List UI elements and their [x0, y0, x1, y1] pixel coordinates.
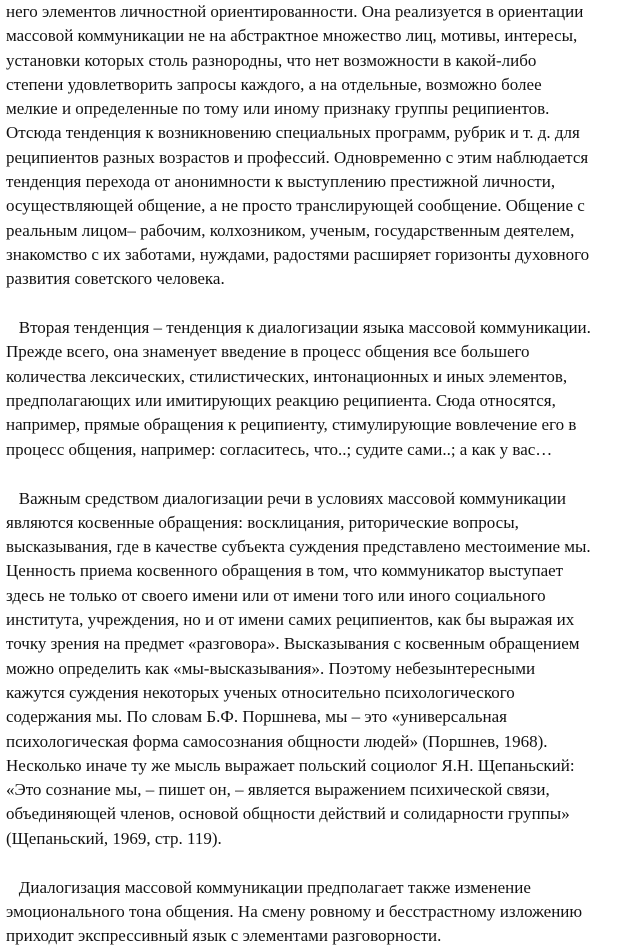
- text-line: развития советского человека.: [6, 269, 225, 289]
- text-line: высказывания, где в качестве субъекта суждения представлено местоимение мы.: [6, 537, 591, 557]
- text-line: Ценность приема косвенного обращения в том, что коммуникатор выступает: [6, 561, 564, 581]
- text-line: психологическая форма самосознания общности людей» (Поршнев, 1968).: [6, 731, 548, 751]
- paragraph-spacer: [6, 851, 620, 876]
- text-line: количества лексических, стилистических, интонационных и иных элементов,: [6, 366, 568, 386]
- text-line: (Щепаньский, 1969, стр. 119).: [6, 828, 222, 848]
- text-line: можно определить как «мы-высказывания». Поэтому небезынтересными: [6, 658, 536, 678]
- text-line: содержания мы. По словам Б.Ф. Поршнева, мы – это «универсальная: [6, 707, 507, 727]
- text-line: здесь не только от своего имени или от имени того или иного социального: [6, 585, 546, 605]
- text-line: являются косвенные обращения: восклицания, риторические вопросы,: [6, 512, 519, 532]
- text-line: тенденция перехода от анонимности к выступлению престижной личности,: [6, 172, 556, 192]
- text-line: массовой коммуникации не на абстрактное множество лиц, мотивы, интересы,: [6, 26, 578, 46]
- text-line: осуществляющей общение, а не просто транслирующей сообщение. Общение с: [6, 196, 585, 216]
- text-line: степени удовлетворить запросы каждого, а на отдельные, возможно более: [6, 74, 542, 94]
- text-line: реципиентов разных возрастов и профессий. Одновременно с этим наблюдается: [6, 147, 589, 167]
- text-line: объединяющей членов, основой общности действий и солидарности группы»: [6, 804, 570, 824]
- text-line: процесс общения, например: согласитесь, что..; судите сами..; а как у вас…: [6, 439, 553, 459]
- paragraph-spacer: [6, 462, 620, 487]
- paragraph-4: [6, 876, 620, 948]
- text-line: установки которых столь разнородны, что нет возможности в какой-либо: [6, 50, 537, 70]
- text-line: приходит экспрессивный язык с элементами разговорности.: [6, 926, 442, 946]
- text-line: Несколько иначе ту же мысль выражает польский социолог Я.Н. Щепаньский:: [6, 755, 575, 775]
- paragraph-spacer: [6, 292, 620, 317]
- text-line: эмоционального тона общения. На смену ровному и бесстрастному изложению: [6, 901, 583, 921]
- text-line: например, прямые обращения к реципиенту, стимулирующие вовлечение его в: [6, 415, 577, 435]
- text-line: Отсюда тенденция к возникновению специальных программ, рубрик и т. д. для: [6, 123, 580, 143]
- text-line: мелкие и определенные по тому или иному признаку группы реципиентов.: [6, 99, 550, 119]
- text-line: Прежде всего, она знаменует введение в процесс общения все большего: [6, 342, 530, 362]
- text-line: Диалогизация массовой коммуникации предполагает также изменение: [6, 877, 531, 897]
- text-line: института, учреждения, но и от имени самих реципиентов, как бы выражая их: [6, 610, 575, 630]
- text-line: «Это сознание мы, – пишет он, – является выражением психической связи,: [6, 780, 550, 800]
- text-line: точку зрения на предмет «разговора». Высказывания с косвенным обращением: [6, 634, 580, 654]
- text-line: него элементов личностной ориентированности. Она реализуется в ориентации: [6, 2, 584, 21]
- text-line: кажутся суждения некоторых ученых относительно психологического: [6, 682, 515, 702]
- paragraph-3: [6, 487, 620, 851]
- text-line: знакомство с их заботами, нуждами, радостями расширяет горизонты духовного: [6, 244, 590, 264]
- text-line: Важным средством диалогизации речи в условиях массовой коммуникации: [6, 488, 566, 508]
- text-line: Вторая тенденция – тенденция к диалогизации языка массовой коммуникации.: [6, 318, 591, 338]
- text-line: предполагающих или имитирующих реакцию реципиента. Сюда относятся,: [6, 391, 556, 411]
- paragraph-1: [6, 0, 620, 292]
- paragraph-2: [6, 316, 620, 462]
- text-line: реальным лицом– рабочим, колхозником, ученым, государственным деятелем,: [6, 220, 575, 240]
